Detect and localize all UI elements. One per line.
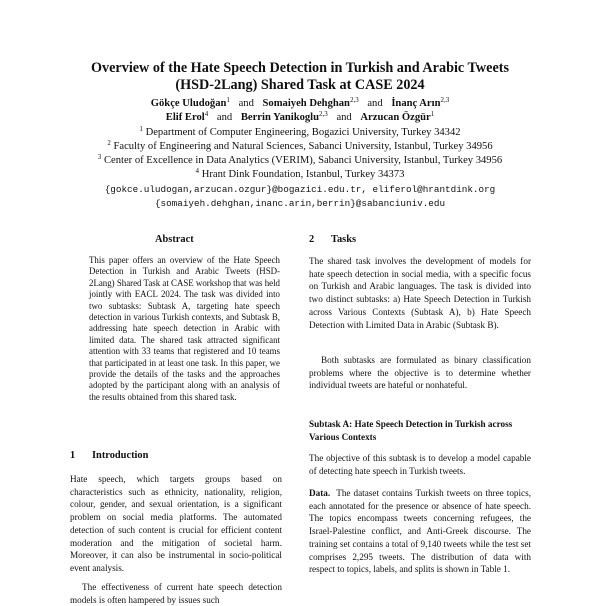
author-sup: 2,3: [319, 110, 328, 119]
email-line: {gokce.uludogan,arzucan.ozgur}@bogazici.edu.tr, eliferol@hrantdink.org: [104, 183, 496, 195]
tasks-paragraph-2: Both subtasks are formulated as binary classification problems where the objective is to determine whether individual tweets are hateful or nonhateful.: [309, 355, 531, 391]
author-line-2: [166, 112, 434, 123]
author-sup: 1: [226, 96, 230, 104]
affiliation: $^4$ Hrant Dink Foundation, Istanbul, Turkey 34373: [195, 167, 405, 181]
section-title: Tasks: [331, 234, 357, 245]
affiliation: $^3$ Center of Excellence in Data Analytics (VERIM), Sabanci University, Istanbul, Turkey 34956: [97, 153, 503, 167]
author-name: Elif Erol: [165, 112, 205, 124]
author-name: İnanç Arın: [391, 98, 441, 109]
subtask-a-heading: Subtask A: Hate Speech Detection in Turkish across Various Contexts: [309, 419, 513, 442]
email-line: {somaiyeh.dehghan,inanc.arin,berrin}@sabanciuniv.edu: [154, 198, 446, 210]
section-number: 2: [309, 234, 315, 245]
paper-title: [60, 60, 540, 94]
author-line-1: [151, 98, 449, 109]
title-line-1: Overview of the Hate Speech Detection in Turkish and Arabic Tweets: [91, 60, 509, 76]
and-word: and: [336, 112, 352, 124]
abstract-heading: Abstract: [155, 234, 194, 245]
affiliation: $^1$ Department of Computer Engineering, Bogazici University, Turkey 34342: [139, 124, 461, 138]
intro-paragraph-2: The effectiveness of current hate speech detection models is often hampered by issues such: [70, 582, 282, 605]
author-sup: 2,3: [440, 96, 450, 104]
author-name: Berrin Yanikoglu: [240, 112, 320, 124]
author-sup: 2,3: [349, 96, 359, 104]
intro-heading: [70, 450, 148, 461]
author-sup: 4: [204, 110, 209, 119]
author-block: [60, 97, 540, 212]
author-name: Arzucan Özgür: [360, 112, 431, 124]
data-text: The dataset contains Turkish tweets on three topics, each annotated for the presence or absence of hate speech. The topics encompass tweets concerning refugees, the Israel-Palestine conflict, and Anti-Greek discourse. The training set contains a total of 9,140 tweets while the test set comprises 2,295 tweets. The distribution of data with respect to topics, labels, and splits is shown in Table 1.: [309, 488, 532, 575]
section-number: 1: [70, 450, 76, 461]
section-title: Introduction: [92, 450, 149, 461]
subtask-a-paragraph: The objective of this subtask is to develop a model capable of detecting hate speech in Turkish tweets.: [309, 453, 531, 476]
data-label: Data.: [309, 488, 331, 498]
author-name: Somaiyeh Dehghan: [262, 98, 350, 109]
author-sup: 1: [430, 110, 435, 119]
and-word: and: [216, 112, 233, 124]
author-name: Gökçe Uludoğan: [150, 98, 227, 109]
tasks-heading: [309, 234, 356, 245]
title-line-2: (HSD-2Lang) Shared Task at CASE 2024: [175, 77, 425, 93]
affiliation: $^2$ Faculty of Engineering and Natural Sciences, Sabanci University, Istanbul, Turkey 34956: [107, 138, 493, 152]
data-paragraph: [309, 487, 531, 576]
abstract-text: This paper offers an overview of the Hate Speech Detection in Turkish and Arabic Tweets (HSD-2Lang) Shared Task at CASE workshop that was held jointly with EACL 2024. The task was divided into two subtasks: Subtask A, targeting hate speech detection in various Turkish contexts, and Subtask B, addressing hate speech detection in Arabic with limited data. The shared task attracted significant attention with 33 teams that registered and 10 teams that participated in at least one task. In this paper, we provide the details of the tasks and the approaches adopted by the participant along with an analysis of the results obtained from this shared task.: [89, 255, 280, 402]
intro-paragraph-1: Hate speech, which targets groups based on characteristics such as ethnicity, nationality, religion, colour, gender, and sexual orientation, is a significant problem on social media platforms. The automated detection of such content is crucial for efficient content moderation and the mitigation of societal harm. Moreover, it can also be instrumental in socio-political event analysis.: [70, 474, 282, 573]
and-word: and: [367, 98, 383, 109]
tasks-paragraph-1: The shared task involves the development of models for hate speech detection in social media, with a specific focus on Turkish and Arabic languages. The task is divided into two distinct subtasks: a) Hate Speech Detection in Turkish across Various Contexts (Subtask A), b) Hate Speech Detection with Limited Data in Arabic (Subtask B).: [309, 256, 531, 330]
and-word: and: [238, 98, 254, 109]
